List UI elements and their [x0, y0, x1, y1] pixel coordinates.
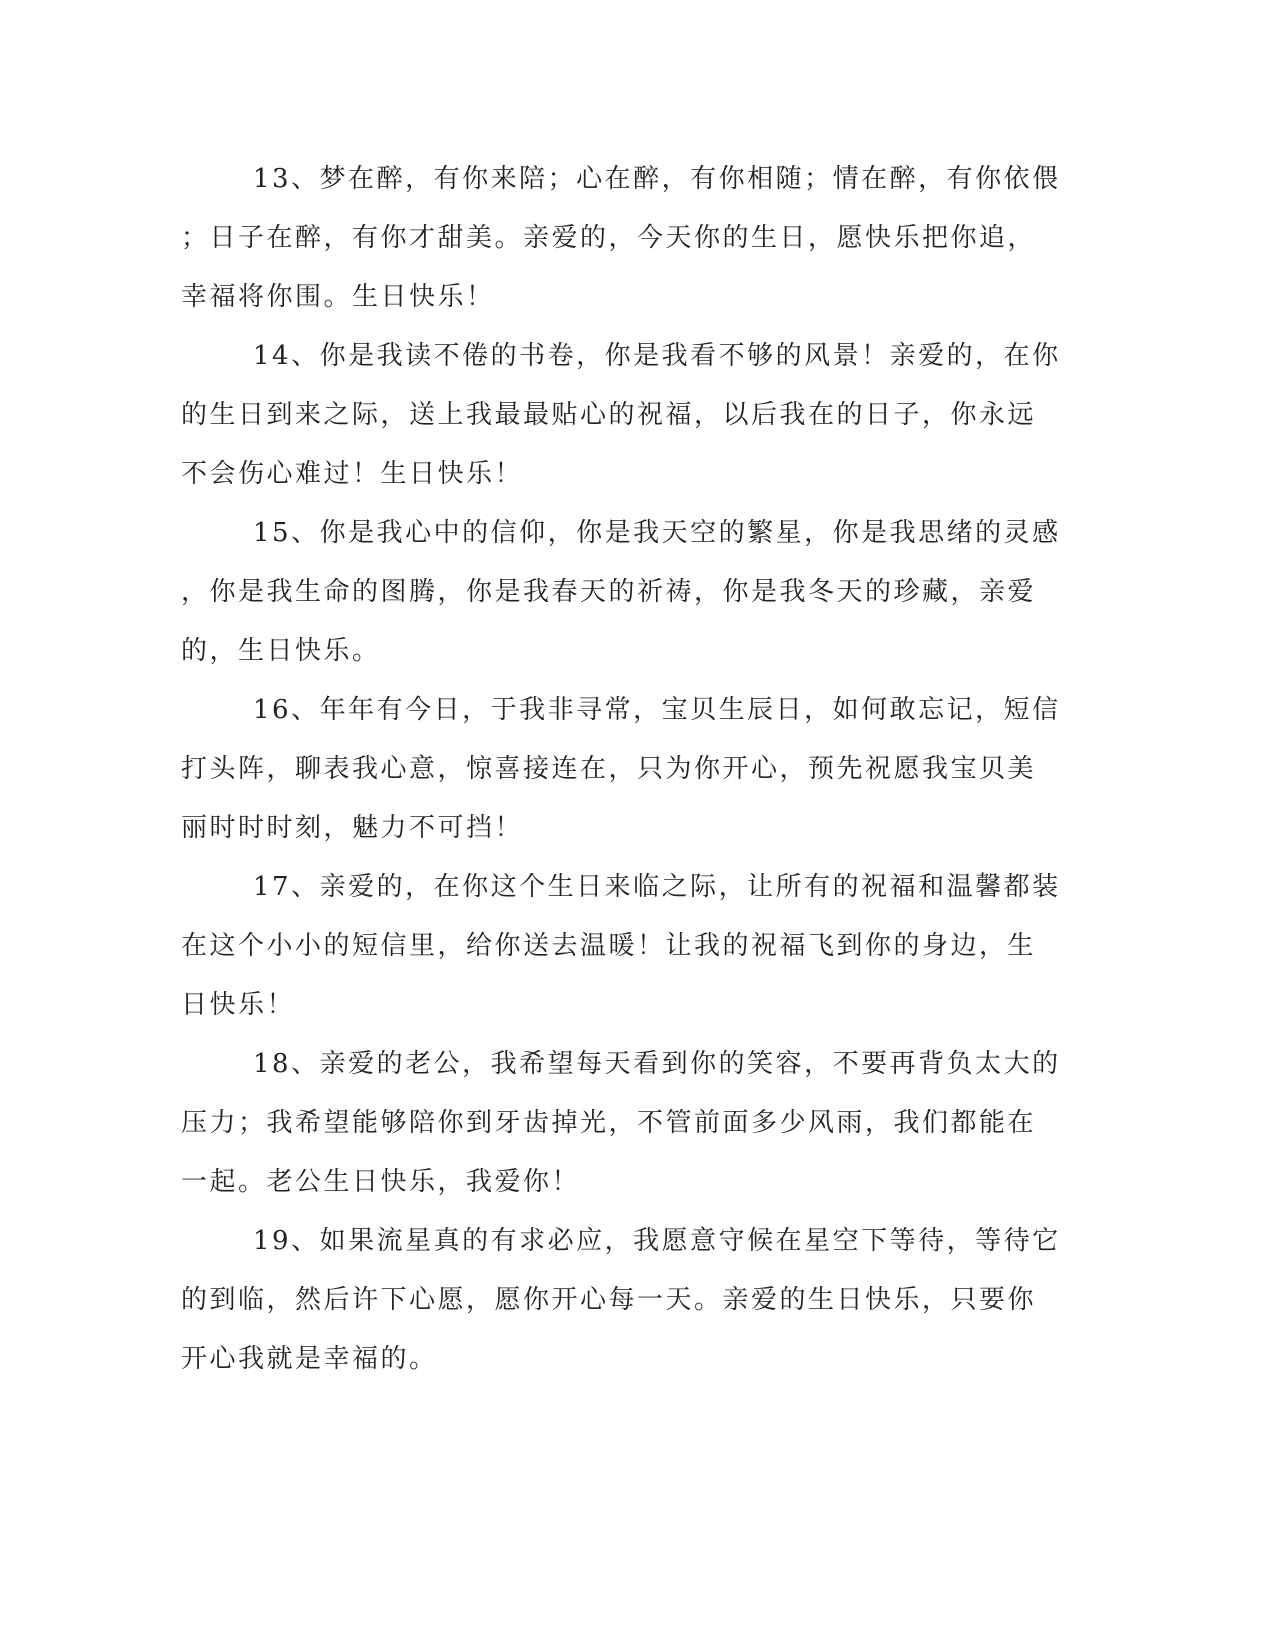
paragraph-line: 开心我就是幸福的。 — [181, 1344, 438, 1374]
paragraph-line: 一起。老公生日快乐，我爱你！ — [181, 1167, 581, 1197]
paragraph-15 — [181, 504, 1061, 681]
paragraph-18 — [181, 1035, 1061, 1212]
paragraph-line: ，你是我生命的图腾，你是我春天的祈祷，你是我冬天的珍藏，亲爱 — [181, 577, 1037, 607]
paragraph-line: 的到临，然后许下心愿，愿你开心每一天。亲爱的生日快乐，只要你 — [181, 1285, 1037, 1315]
paragraph-line: 13、梦在醉，有你来陪；心在醉，有你相随；情在醉，有你依偎 — [253, 164, 1061, 194]
paragraph-line: 丽时时时刻，魅力不可挡！ — [181, 813, 524, 843]
paragraph-line: 16、年年有今日，于我非寻常，宝贝生辰日，如何敢忘记，短信 — [253, 695, 1061, 725]
paragraph-line: 17、亲爱的，在你这个生日来临之际，让所有的祝福和温馨都装 — [253, 872, 1061, 902]
paragraph-line: 的，生日快乐。 — [181, 636, 381, 666]
paragraph-17 — [181, 858, 1061, 1035]
paragraph-line: 打头阵，聊表我心意，惊喜接连在，只为你开心，预先祝愿我宝贝美 — [181, 754, 1037, 784]
paragraph-line: 压力；我希望能够陪你到牙齿掉光，不管前面多少风雨，我们都能在 — [181, 1108, 1037, 1138]
paragraph-13 — [181, 150, 1061, 327]
paragraph-16 — [181, 681, 1061, 858]
paragraph-line: 18、亲爱的老公，我希望每天看到你的笑容，不要再背负太大的 — [253, 1049, 1061, 1079]
paragraph-14 — [181, 327, 1061, 504]
paragraph-line: ；日子在醉，有你才甜美。亲爱的，今天你的生日，愿快乐把你追， — [181, 223, 1037, 253]
paragraph-line: 幸福将你围。生日快乐！ — [181, 282, 495, 312]
paragraph-line: 在这个小小的短信里，给你送去温暖！让我的祝福飞到你的身边，生 — [181, 931, 1037, 961]
paragraph-line: 15、你是我心中的信仰，你是我天空的繁星，你是我思绪的灵感 — [253, 518, 1061, 548]
paragraph-line: 19、如果流星真的有求必应，我愿意守候在星空下等待，等待它 — [253, 1226, 1061, 1256]
paragraph-line: 不会伤心难过！生日快乐！ — [181, 459, 524, 489]
paragraph-line: 14、你是我读不倦的书卷，你是我看不够的风景！亲爱的，在你 — [253, 341, 1061, 371]
paragraph-line: 的生日到来之际，送上我最最贴心的祝福，以后我在的日子，你永远 — [181, 400, 1037, 430]
document-body — [181, 150, 1061, 1389]
paragraph-19 — [181, 1212, 1061, 1389]
paragraph-line: 日快乐！ — [181, 990, 296, 1020]
